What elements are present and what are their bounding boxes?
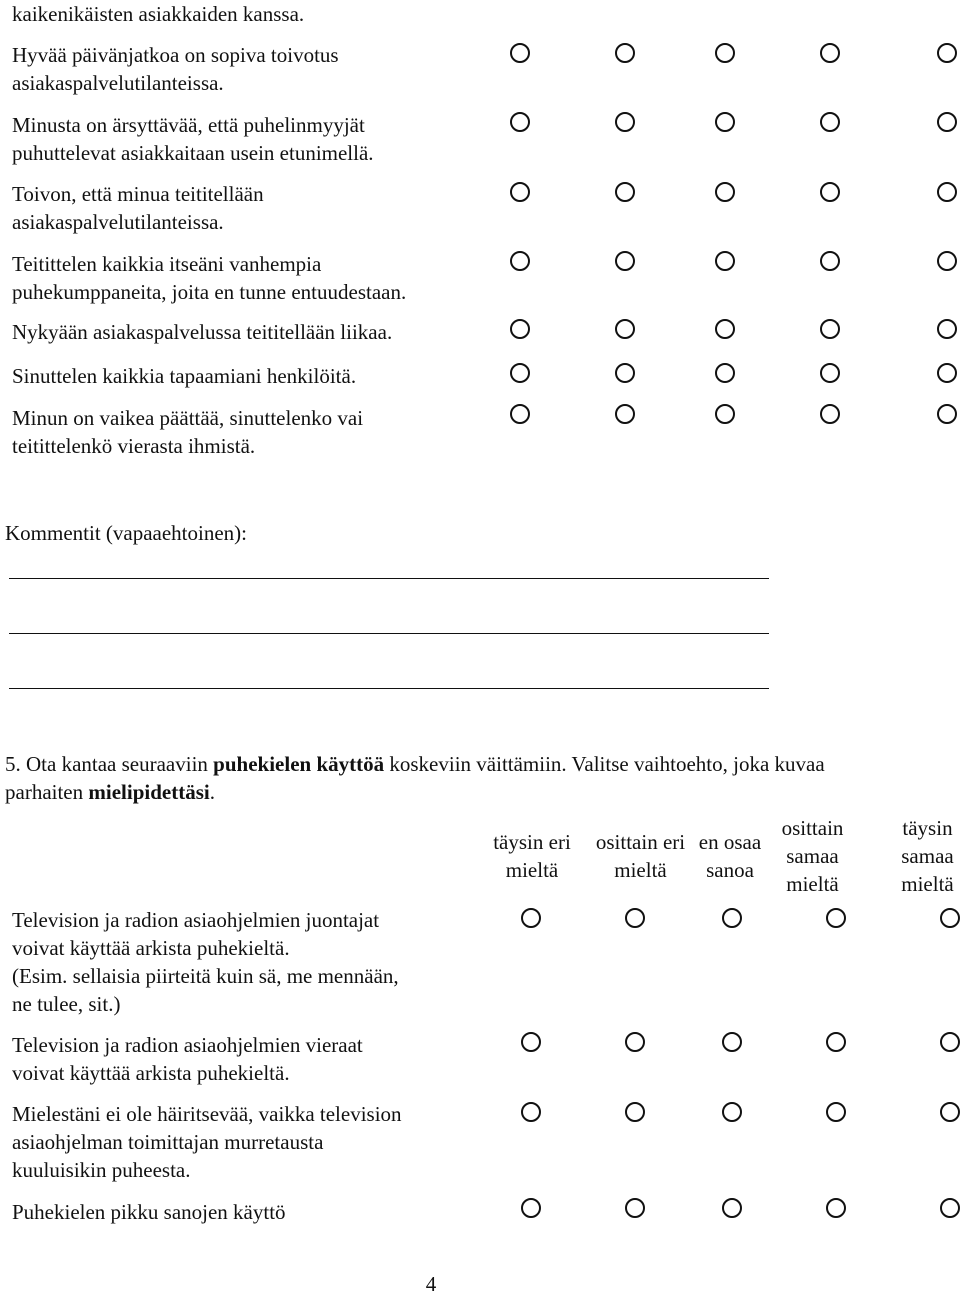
radio-s5-3[interactable] [715,319,735,339]
radio-q5-1-5[interactable] [940,1032,960,1052]
radio-q5-1-3[interactable] [722,1032,742,1052]
radio-q5-2-2[interactable] [625,1102,645,1122]
statement-4: Teitittelen kaikkia itseäni vanhempia puhekumppaneita, joita en tunne entuudestaan. [12,252,407,304]
radio-s5-1[interactable] [510,319,530,339]
radio-s4-3[interactable] [715,251,735,271]
radio-s3-5[interactable] [937,182,957,202]
scale-header-4: osittain samaa mieltä [781,816,844,896]
radio-s6-4[interactable] [820,363,840,383]
radio-q5-0-4[interactable] [826,908,846,928]
question-emphasis: mielipidettäsi [88,780,210,804]
radio-q5-2-5[interactable] [940,1102,960,1122]
radio-s7-4[interactable] [820,404,840,424]
question-number: 5. [5,752,21,776]
radio-s3-2[interactable] [615,182,635,202]
q5-statement-1: Television ja radion asiaohjelmien vieraat voivat käyttää arkista puhekieltä. [12,1033,363,1085]
question-text-part: Ota kantaa seuraaviin [26,752,208,776]
radio-s2-2[interactable] [615,112,635,132]
question-text-part: . [209,780,215,804]
radio-q5-0-3[interactable] [722,908,742,928]
radio-s1-5[interactable] [937,43,957,63]
radio-q5-3-5[interactable] [940,1198,960,1218]
statement-6: Sinuttelen kaikkia tapaamiani henkilöitä. [12,364,357,388]
radio-s2-3[interactable] [715,112,735,132]
radio-s3-4[interactable] [820,182,840,202]
comment-line-2[interactable] [9,633,769,634]
scale-header-1: täysin eri mieltä [493,830,571,882]
radio-s7-3[interactable] [715,404,735,424]
scale-header-2: osittain eri mieltä [595,830,686,882]
radio-q5-0-5[interactable] [940,908,960,928]
radio-q5-3-1[interactable] [521,1198,541,1218]
radio-s4-2[interactable] [615,251,635,271]
radio-q5-3-4[interactable] [826,1198,846,1218]
radio-s7-2[interactable] [615,404,635,424]
radio-q5-1-2[interactable] [625,1032,645,1052]
radio-s2-5[interactable] [937,112,957,132]
question-text-part: koskeviin väittämiin. Valitse vaihtoehto, joka kuvaa [389,752,825,776]
statement-5: Nykyään asiakaspalvelussa teititellään liikaa. [12,320,393,344]
radio-s1-3[interactable] [715,43,735,63]
statement-1: Hyvää päivänjatkoa on sopiva toivotus asiakaspalvelutilanteissa. [12,43,339,95]
statement-2: Minusta on ärsyttävää, että puhelinmyyjät puhuttelevat asiakkaitaan usein etunimellä. [12,113,374,165]
radio-q5-2-4[interactable] [826,1102,846,1122]
radio-s1-1[interactable] [510,43,530,63]
radio-s5-5[interactable] [937,319,957,339]
radio-s6-3[interactable] [715,363,735,383]
radio-q5-1-1[interactable] [521,1032,541,1052]
question-5-text [5,750,950,806]
radio-s1-2[interactable] [615,43,635,63]
comment-line-3[interactable] [9,688,769,689]
radio-s6-1[interactable] [510,363,530,383]
question-emphasis: puhekielen käyttöä [213,752,385,776]
statement-0: kaikenikäisten asiakkaiden kanssa. [12,2,305,26]
radio-s6-2[interactable] [615,363,635,383]
radio-q5-1-4[interactable] [826,1032,846,1052]
scale-header-5: täysin samaa mieltä [901,816,954,896]
radio-s3-3[interactable] [715,182,735,202]
statement-3: Toivon, että minua teititellään asiakaspalvelutilanteissa. [12,182,264,234]
comments-label: Kommentit (vapaaehtoinen): [5,521,248,545]
radio-s2-1[interactable] [510,112,530,132]
statement-7: Minun on vaikea päättää, sinuttelenko vai teitittelenkö vierasta ihmistä. [12,406,364,458]
page-number: 4 [425,1272,437,1296]
q5-statement-2: Mielestäni ei ole häiritsevää, vaikka television asiaohjelman toimittajan murretausta kuuluisikin puheesta. [12,1102,402,1182]
radio-s3-1[interactable] [510,182,530,202]
radio-s5-2[interactable] [615,319,635,339]
radio-q5-2-1[interactable] [521,1102,541,1122]
radio-s2-4[interactable] [820,112,840,132]
q5-statement-3: Puhekielen pikku sanojen käyttö [12,1200,286,1224]
radio-s7-1[interactable] [510,404,530,424]
radio-s1-4[interactable] [820,43,840,63]
scale-header-3: en osaa sanoa [698,830,762,882]
radio-q5-0-2[interactable] [625,908,645,928]
radio-q5-0-1[interactable] [521,908,541,928]
radio-s6-5[interactable] [937,363,957,383]
radio-q5-3-3[interactable] [722,1198,742,1218]
comment-line-1[interactable] [9,578,769,579]
question-text-part: parhaiten [5,780,84,804]
radio-s4-1[interactable] [510,251,530,271]
radio-s5-4[interactable] [820,319,840,339]
q5-statement-0: Television ja radion asiaohjelmien juontajat voivat käyttää arkista puhekieltä. (Esim. sellaisia piirteitä kuin sä, me mennään, ne tulee, sit.) [12,908,399,1016]
radio-s4-4[interactable] [820,251,840,271]
radio-s7-5[interactable] [937,404,957,424]
radio-q5-2-3[interactable] [722,1102,742,1122]
radio-s4-5[interactable] [937,251,957,271]
radio-q5-3-2[interactable] [625,1198,645,1218]
